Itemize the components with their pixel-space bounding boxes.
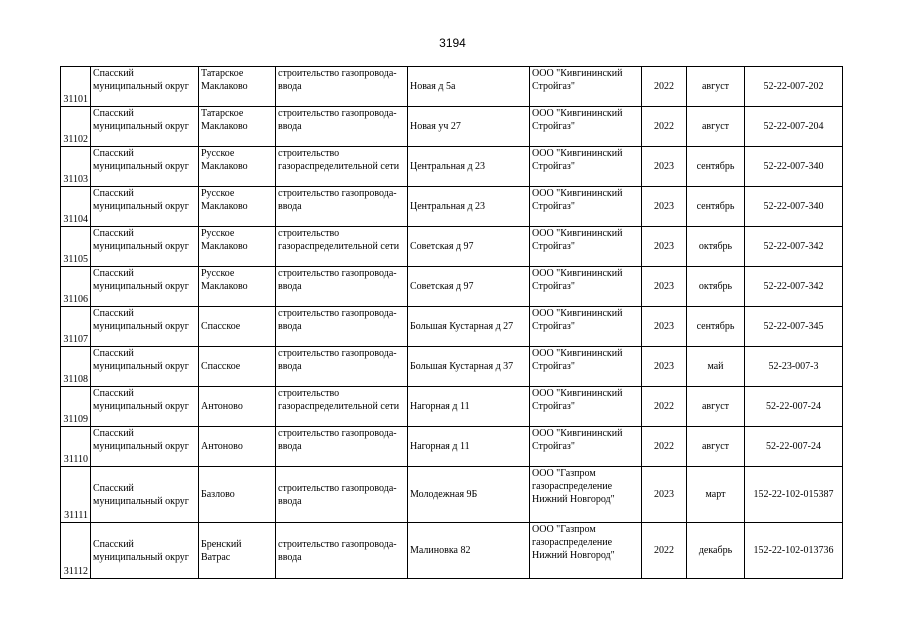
gas-connection-table bbox=[60, 66, 843, 579]
year-cell: 2022 bbox=[642, 67, 687, 107]
code-cell: 152-22-102-015387 bbox=[745, 467, 843, 523]
month-cell: октябрь bbox=[687, 267, 745, 307]
contractor-cell: ООО "Кивгининский Стройгаз" bbox=[530, 267, 642, 307]
address-cell: Советская д 97 bbox=[408, 267, 530, 307]
row-number: 31102 bbox=[61, 107, 91, 147]
locality-cell: Русское Маклаково bbox=[199, 147, 276, 187]
address-cell: Новая д 5а bbox=[408, 67, 530, 107]
table-row bbox=[61, 267, 843, 307]
district-cell: Спасский муниципальный округ bbox=[91, 307, 199, 347]
work-type-cell: строительство газораспределительной сети bbox=[276, 227, 408, 267]
locality-cell: Антоново bbox=[199, 427, 276, 467]
address-cell: Нагорная д 11 bbox=[408, 387, 530, 427]
row-number: 31107 bbox=[61, 307, 91, 347]
year-cell: 2023 bbox=[642, 187, 687, 227]
code-cell: 52-22-007-202 bbox=[745, 67, 843, 107]
table-row bbox=[61, 347, 843, 387]
address-cell: Новая уч 27 bbox=[408, 107, 530, 147]
work-type-cell: строительство газопровода-ввода bbox=[276, 67, 408, 107]
year-cell: 2023 bbox=[642, 267, 687, 307]
contractor-cell: ООО "Кивгининский Стройгаз" bbox=[530, 387, 642, 427]
code-cell: 52-22-007-24 bbox=[745, 427, 843, 467]
table-row bbox=[61, 307, 843, 347]
year-cell: 2022 bbox=[642, 427, 687, 467]
table-row bbox=[61, 467, 843, 523]
district-cell: Спасский муниципальный округ bbox=[91, 467, 199, 523]
work-type-cell: строительство газопровода-ввода bbox=[276, 107, 408, 147]
district-cell: Спасский муниципальный округ bbox=[91, 347, 199, 387]
page-number: 3194 bbox=[439, 36, 466, 50]
code-cell: 52-22-007-342 bbox=[745, 227, 843, 267]
row-number: 31101 bbox=[61, 67, 91, 107]
code-cell: 52-22-007-24 bbox=[745, 387, 843, 427]
month-cell: август bbox=[687, 107, 745, 147]
locality-cell: Бренский Ватрас bbox=[199, 523, 276, 579]
contractor-cell: ООО "Кивгининский Стройгаз" bbox=[530, 307, 642, 347]
work-type-cell: строительство газораспределительной сети bbox=[276, 147, 408, 187]
work-type-cell: строительство газопровода-ввода bbox=[276, 427, 408, 467]
address-cell: Центральная д 23 bbox=[408, 187, 530, 227]
code-cell: 52-22-007-340 bbox=[745, 187, 843, 227]
contractor-cell: ООО "Кивгининский Стройгаз" bbox=[530, 427, 642, 467]
locality-cell: Татарское Маклаково bbox=[199, 107, 276, 147]
month-cell: декабрь bbox=[687, 523, 745, 579]
district-cell: Спасский муниципальный округ bbox=[91, 523, 199, 579]
locality-cell: Базлово bbox=[199, 467, 276, 523]
locality-cell: Спасское bbox=[199, 347, 276, 387]
month-cell: август bbox=[687, 427, 745, 467]
district-cell: Спасский муниципальный округ bbox=[91, 427, 199, 467]
table-row bbox=[61, 523, 843, 579]
work-type-cell: строительство газопровода-ввода bbox=[276, 187, 408, 227]
month-cell: сентябрь bbox=[687, 147, 745, 187]
year-cell: 2023 bbox=[642, 467, 687, 523]
row-number: 31103 bbox=[61, 147, 91, 187]
month-cell: август bbox=[687, 387, 745, 427]
work-type-cell: строительство газопровода-ввода bbox=[276, 307, 408, 347]
year-cell: 2023 bbox=[642, 347, 687, 387]
month-cell: август bbox=[687, 67, 745, 107]
table-row bbox=[61, 147, 843, 187]
locality-cell: Русское Маклаково bbox=[199, 187, 276, 227]
year-cell: 2023 bbox=[642, 227, 687, 267]
table-row bbox=[61, 427, 843, 467]
contractor-cell: ООО "Кивгининский Стройгаз" bbox=[530, 67, 642, 107]
code-cell: 52-22-007-204 bbox=[745, 107, 843, 147]
code-cell: 52-22-007-345 bbox=[745, 307, 843, 347]
table-row bbox=[61, 187, 843, 227]
district-cell: Спасский муниципальный округ bbox=[91, 187, 199, 227]
row-number: 31105 bbox=[61, 227, 91, 267]
district-cell: Спасский муниципальный округ bbox=[91, 147, 199, 187]
row-number: 31111 bbox=[61, 467, 91, 523]
table-row bbox=[61, 227, 843, 267]
contractor-cell: ООО "Газпром газораспределение Нижний Новгород" bbox=[530, 467, 642, 523]
year-cell: 2022 bbox=[642, 523, 687, 579]
month-cell: май bbox=[687, 347, 745, 387]
table-row bbox=[61, 387, 843, 427]
work-type-cell: строительство газопровода-ввода bbox=[276, 347, 408, 387]
locality-cell: Татарское Маклаково bbox=[199, 67, 276, 107]
district-cell: Спасский муниципальный округ bbox=[91, 107, 199, 147]
district-cell: Спасский муниципальный округ bbox=[91, 67, 199, 107]
address-cell: Молодежная 9Б bbox=[408, 467, 530, 523]
row-number: 31104 bbox=[61, 187, 91, 227]
year-cell: 2023 bbox=[642, 147, 687, 187]
row-number: 31106 bbox=[61, 267, 91, 307]
code-cell: 152-22-102-013736 bbox=[745, 523, 843, 579]
address-cell: Центральная д 23 bbox=[408, 147, 530, 187]
address-cell: Малиновка 82 bbox=[408, 523, 530, 579]
table-row bbox=[61, 107, 843, 147]
code-cell: 52-22-007-342 bbox=[745, 267, 843, 307]
year-cell: 2022 bbox=[642, 387, 687, 427]
row-number: 31109 bbox=[61, 387, 91, 427]
month-cell: сентябрь bbox=[687, 187, 745, 227]
contractor-cell: ООО "Кивгининский Стройгаз" bbox=[530, 147, 642, 187]
district-cell: Спасский муниципальный округ bbox=[91, 227, 199, 267]
contractor-cell: ООО "Кивгининский Стройгаз" bbox=[530, 347, 642, 387]
work-type-cell: строительство газораспределительной сети bbox=[276, 387, 408, 427]
table-row bbox=[61, 67, 843, 107]
month-cell: октябрь bbox=[687, 227, 745, 267]
row-number: 31112 bbox=[61, 523, 91, 579]
year-cell: 2023 bbox=[642, 307, 687, 347]
contractor-cell: ООО "Кивгининский Стройгаз" bbox=[530, 107, 642, 147]
row-number: 31108 bbox=[61, 347, 91, 387]
work-type-cell: строительство газопровода-ввода bbox=[276, 523, 408, 579]
district-cell: Спасский муниципальный округ bbox=[91, 267, 199, 307]
address-cell: Нагорная д 11 bbox=[408, 427, 530, 467]
row-number: 31110 bbox=[61, 427, 91, 467]
district-cell: Спасский муниципальный округ bbox=[91, 387, 199, 427]
locality-cell: Русское Маклаково bbox=[199, 227, 276, 267]
address-cell: Большая Кустарная д 37 bbox=[408, 347, 530, 387]
locality-cell: Антоново bbox=[199, 387, 276, 427]
address-cell: Советская д 97 bbox=[408, 227, 530, 267]
contractor-cell: ООО "Газпром газораспределение Нижний Новгород" bbox=[530, 523, 642, 579]
work-type-cell: строительство газопровода-ввода bbox=[276, 467, 408, 523]
month-cell: сентябрь bbox=[687, 307, 745, 347]
locality-cell: Спасское bbox=[199, 307, 276, 347]
year-cell: 2022 bbox=[642, 107, 687, 147]
work-type-cell: строительство газопровода-ввода bbox=[276, 267, 408, 307]
contractor-cell: ООО "Кивгининский Стройгаз" bbox=[530, 227, 642, 267]
address-cell: Большая Кустарная д 27 bbox=[408, 307, 530, 347]
code-cell: 52-23-007-3 bbox=[745, 347, 843, 387]
month-cell: март bbox=[687, 467, 745, 523]
contractor-cell: ООО "Кивгининский Стройгаз" bbox=[530, 187, 642, 227]
code-cell: 52-22-007-340 bbox=[745, 147, 843, 187]
locality-cell: Русское Маклаково bbox=[199, 267, 276, 307]
